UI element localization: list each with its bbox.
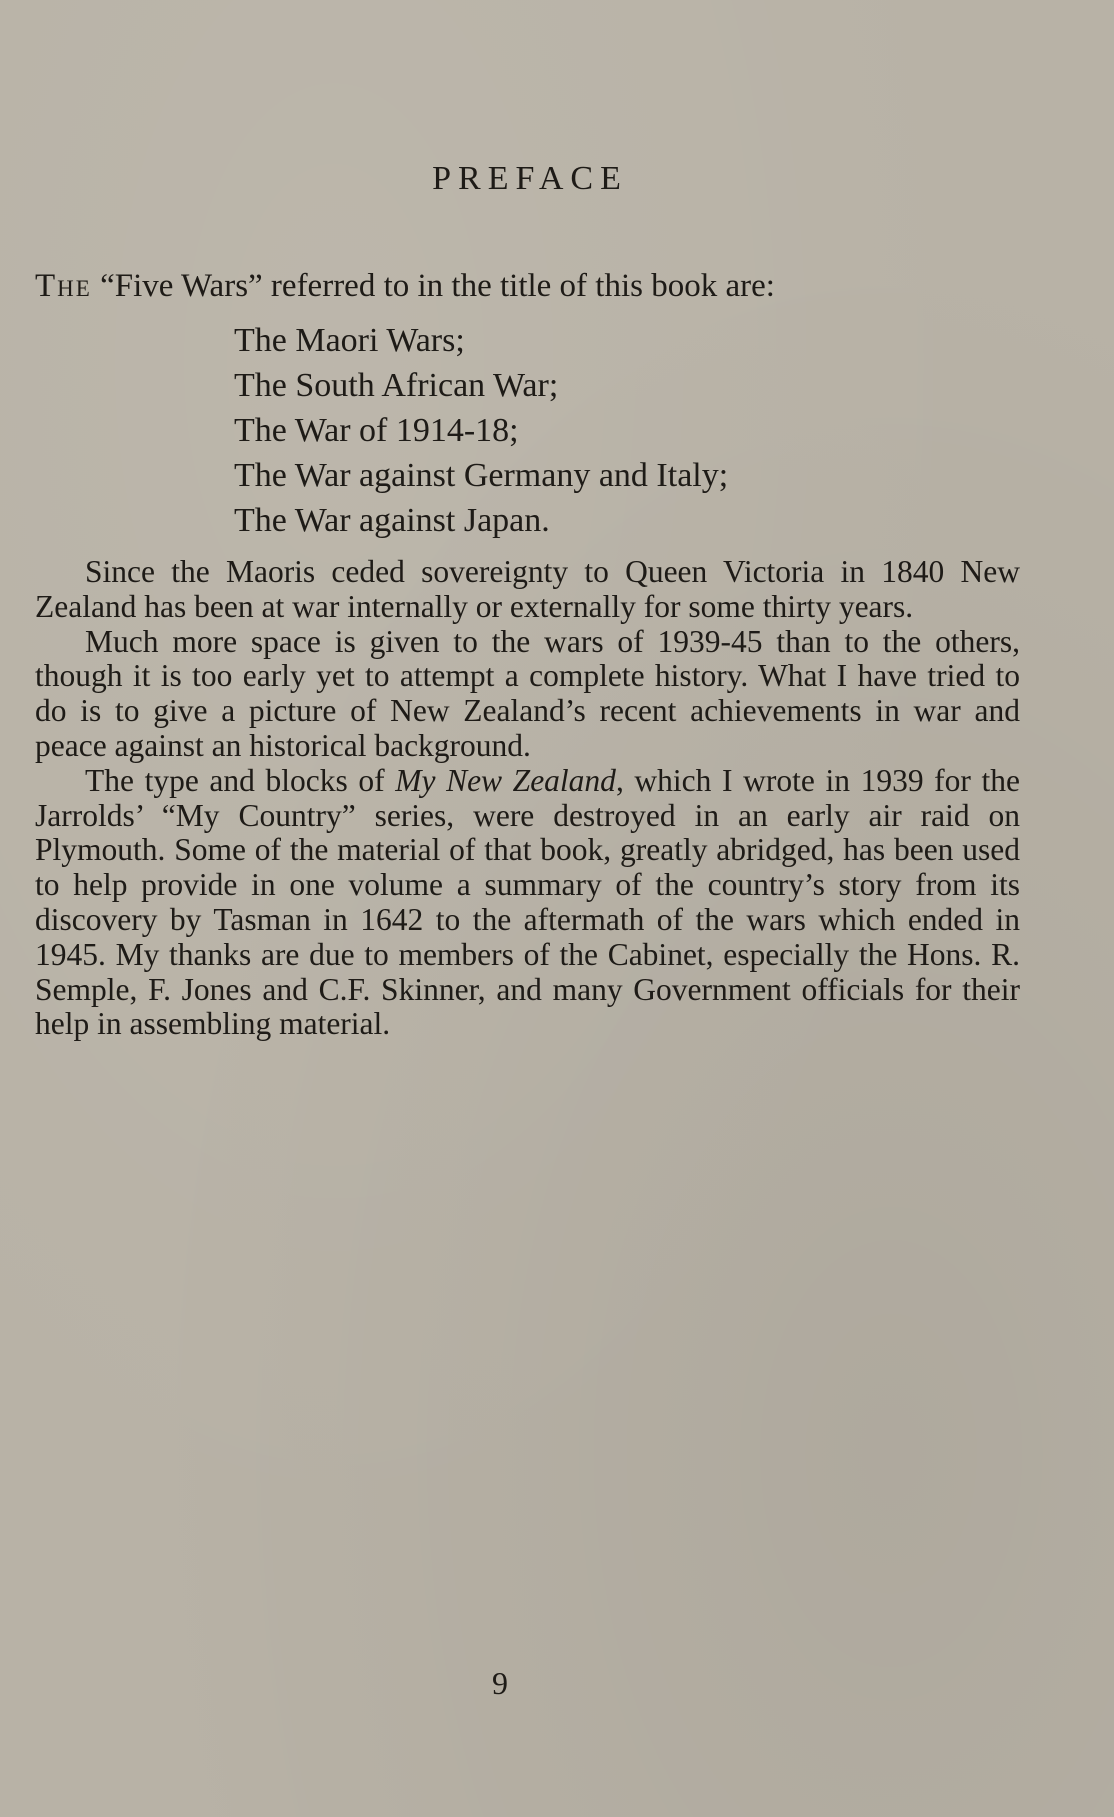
paragraph-scope: Much more space is given to the wars of 1939-45 than to the others, though it is too early yet to attempt a complete history. What I have tried to do is to give a picture of New Zealand’s recent achievements in war and peace against an historical background.	[35, 623, 1020, 763]
book-title-italic: My New Zealand	[395, 762, 616, 798]
wars-list	[234, 318, 728, 543]
war-item: The War against Germany and Italy;	[234, 457, 729, 494]
page-title: PREFACE	[432, 160, 628, 197]
paragraph-sovereignty: Since the Maoris ceded sovereignty to Queen Victoria in 1840 New Zealand has been at war internally or externally for some thirty years.	[35, 554, 1020, 624]
war-item: The Maori Wars;	[234, 322, 465, 359]
war-item: The War against Japan.	[234, 502, 550, 539]
intro-sentence	[35, 265, 1025, 307]
paragraph-acknowledgements-end: , which I wrote in 1939 for the Jarrolds’ “My Country” series, were destroyed in an early air raid on Plymouth. Some of the material of that book, greatly abridged, has been used to help provide in one volume a summary of the country’s story from its discovery by Tasman in 1642 to the aftermath of the wars which ended in 1945. My thanks are due to members of the Cabinet, especially the Hons. R. Semple, F. Jones and C.F. Skinner, and many Government officials for their help in assembling material.	[35, 762, 1020, 1042]
war-item: The South African War;	[234, 367, 559, 404]
preface-body	[35, 555, 1020, 1042]
paragraph-acknowledgements-start: The type and blocks of	[85, 762, 396, 798]
paragraph-acknowledgements	[35, 764, 1020, 1042]
page-number: 9	[492, 1665, 508, 1701]
intro-rest: “Five Wars” referred to in the title of this book are:	[91, 268, 775, 304]
intro-lead-word: The	[35, 268, 92, 304]
war-item: The War of 1914-18;	[234, 412, 519, 449]
